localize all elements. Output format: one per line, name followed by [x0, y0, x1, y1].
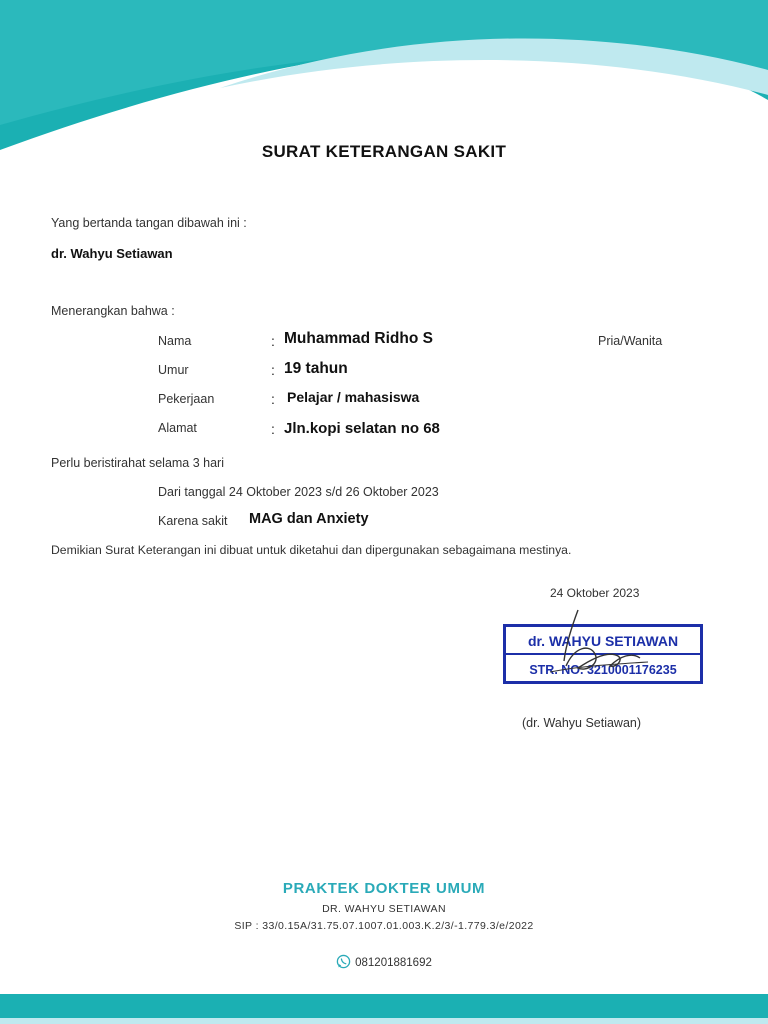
- field-value-alamat: Jln.kopi selatan no 68: [284, 420, 440, 437]
- declare-text: Menerangkan bahwa :: [51, 304, 175, 318]
- footer-title: PRAKTEK DOKTER UMUM: [282, 880, 486, 897]
- gender-text: Pria/Wanita: [598, 334, 663, 348]
- stamp-number: STR. NO. 3210001176235: [529, 663, 677, 677]
- doctor-name: dr. Wahyu Setiawan: [51, 246, 173, 261]
- reason-value: MAG dan Anxiety: [249, 511, 369, 527]
- field-value-umur: 19 tahun: [284, 360, 348, 377]
- field-label-alamat: Alamat: [158, 421, 197, 435]
- field-label-pekerjaan: Pekerjaan: [158, 392, 215, 406]
- phone-number: 081201881692: [355, 957, 432, 970]
- stamp-name: dr. WAHYU SETIAWAN: [527, 633, 679, 649]
- whatsapp-icon: [336, 954, 351, 972]
- signature: [520, 606, 670, 686]
- field-colon: :: [271, 391, 275, 407]
- field-value-nama: Muhammad Ridho S: [284, 330, 433, 347]
- signer-name: (dr. Wahyu Setiawan): [522, 716, 642, 730]
- footer-sip: SIP : 33/0.15A/31.75.07.1007.01.003.K.2/3/-1.779.3/e/2022: [234, 920, 534, 932]
- document-title: SURAT KETERANGAN SAKIT: [261, 142, 507, 161]
- field-colon: :: [271, 421, 275, 437]
- field-colon: :: [271, 362, 275, 378]
- rest-note: Perlu beristirahat selama 3 hari: [51, 456, 224, 470]
- footer-band: [0, 994, 768, 1024]
- field-colon: :: [271, 333, 275, 349]
- sign-date: 24 Oktober 2023: [550, 586, 640, 600]
- reason-label: Karena sakit: [158, 514, 228, 528]
- intro-text: Yang bertanda tangan dibawah ini :: [51, 216, 247, 230]
- field-label-umur: Umur: [158, 363, 189, 377]
- field-value-pekerjaan: Pelajar / mahasiswa: [287, 389, 420, 405]
- footer-phone: [0, 954, 768, 972]
- closing-text: Demikian Surat Keterangan ini dibuat untuk diketahui dan dipergunakan sebagaimana mestinya.: [51, 543, 572, 557]
- field-label-nama: Nama: [158, 334, 192, 348]
- footer-doctor-name: DR. WAHYU SETIAWAN: [322, 903, 446, 915]
- date-range: Dari tanggal 24 Oktober 2023 s/d 26 Oktober 2023: [158, 485, 439, 499]
